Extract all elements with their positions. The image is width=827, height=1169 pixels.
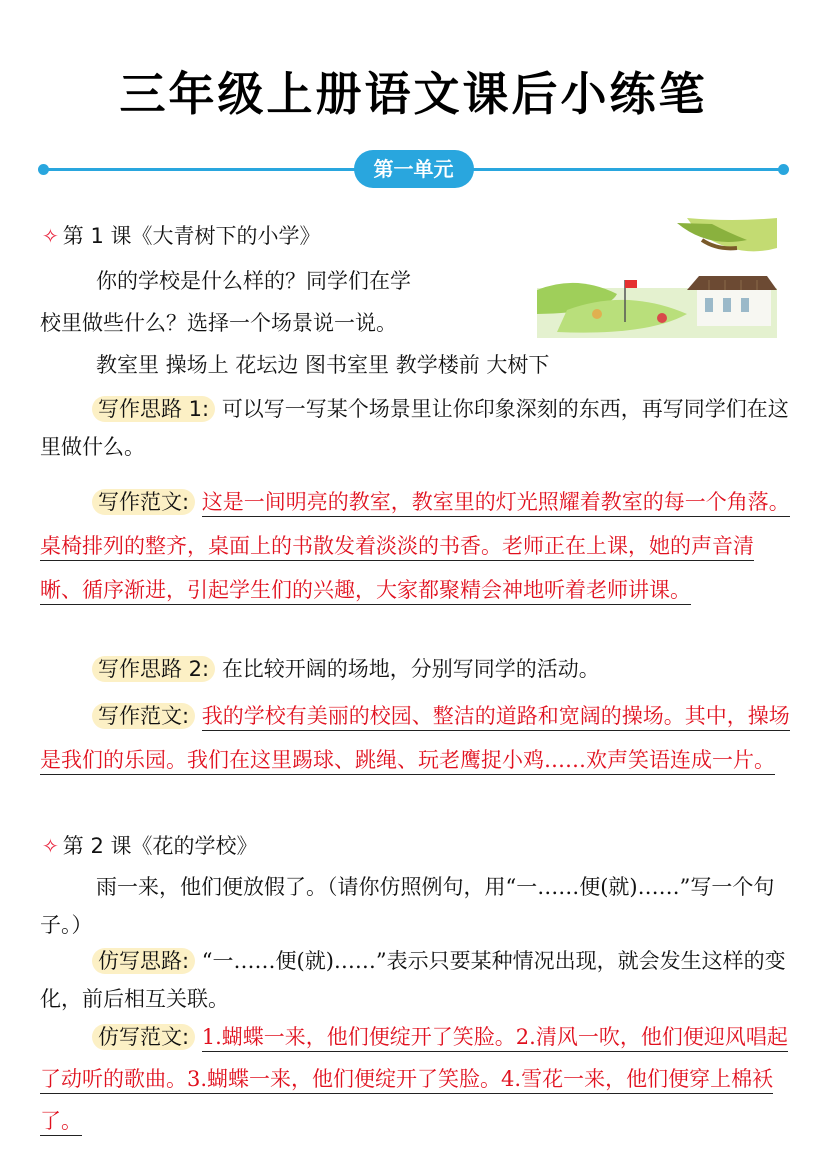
idea-1-text: 可以写一写某个场景里让你印象深刻的东西，再写同学们在这里做什么。	[40, 397, 789, 459]
sample-1-label: 写作范文:	[92, 489, 195, 515]
lesson-2-idea-text: “一……便(就)……”表示只要某种情况出现，就会发生这样的变化，前后相互关联。	[40, 949, 786, 1011]
idea-1-label: 写作思路 1:	[92, 396, 215, 422]
lesson-1-idea-1	[40, 390, 790, 466]
idea-2-text: 在比较开阔的场地，分别写同学的活动。	[221, 657, 600, 681]
diamond-star-icon: ✧	[42, 224, 59, 248]
page-title: 三年级上册语文课后小练笔	[119, 67, 708, 121]
lesson-2-prompt-text: 雨一来，他们便放假了。（请你仿照例句，用“一……便(就)……”写一个句子。）	[40, 875, 775, 937]
lesson-2-prompt	[40, 868, 790, 944]
sample-2-label: 写作范文:	[92, 703, 195, 729]
unit-badge: 第一单元	[354, 150, 474, 188]
lesson-2-idea	[40, 942, 790, 1018]
unit-divider	[38, 150, 789, 190]
lesson-2-heading	[42, 830, 257, 860]
lesson-1-prompt-line-1: 你的学校是什么样的？同学们在学	[96, 269, 411, 293]
sample-1-text: 这是一间明亮的教室，教室里的灯光照耀着教室的每一个角落。桌椅排列的整齐，桌面上的书散发着淡淡的书香。老师正在上课，她的声音清晰、循序渐进，引起学生们的兴趣，大家都聚精会神地听着老师讲课。	[40, 490, 790, 605]
school-scene-illustration	[537, 218, 777, 338]
lesson-1-prompt-line-2: 校里做些什么？选择一个场景说一说。	[40, 311, 397, 335]
lesson-2-sample-text: 1.蝴蝶一来，他们便绽开了笑脸。2.清风一吹，他们便迎风唱起了动听的歌曲。3.蝴蝶一来，他们便绽开了笑脸。4.雪花一来，他们便穿上棉袄了。	[40, 1025, 788, 1136]
lesson-1-title: 第 1 课《大青树下的小学》	[62, 224, 321, 248]
lesson-2-sample-label: 仿写范文:	[92, 1024, 195, 1050]
lesson-1-idea-2	[40, 650, 790, 688]
lesson-1-sample-2	[40, 694, 790, 782]
diamond-star-icon: ✧	[42, 834, 59, 858]
divider-dot-right	[778, 164, 789, 175]
sample-2-text: 我的学校有美丽的校园、整洁的道路和宽阔的操场。其中，操场是我们的乐园。我们在这里踢球、跳绳、玩老鹰捉小鸡……欢声笑语连成一片。	[40, 704, 790, 775]
divider-dot-left	[38, 164, 49, 175]
lesson-1-heading	[42, 220, 320, 250]
lesson-1-scenes: 教室里 操场上 花坛边 图书室里 教学楼前 大树下	[96, 353, 550, 377]
lesson-2-sample	[40, 1016, 790, 1142]
lesson-1-sample-1	[40, 480, 790, 612]
idea-2-label: 写作思路 2:	[92, 656, 215, 682]
lesson-2-idea-label: 仿写思路:	[92, 948, 195, 974]
lesson-2-title: 第 2 课《花的学校》	[62, 834, 258, 858]
